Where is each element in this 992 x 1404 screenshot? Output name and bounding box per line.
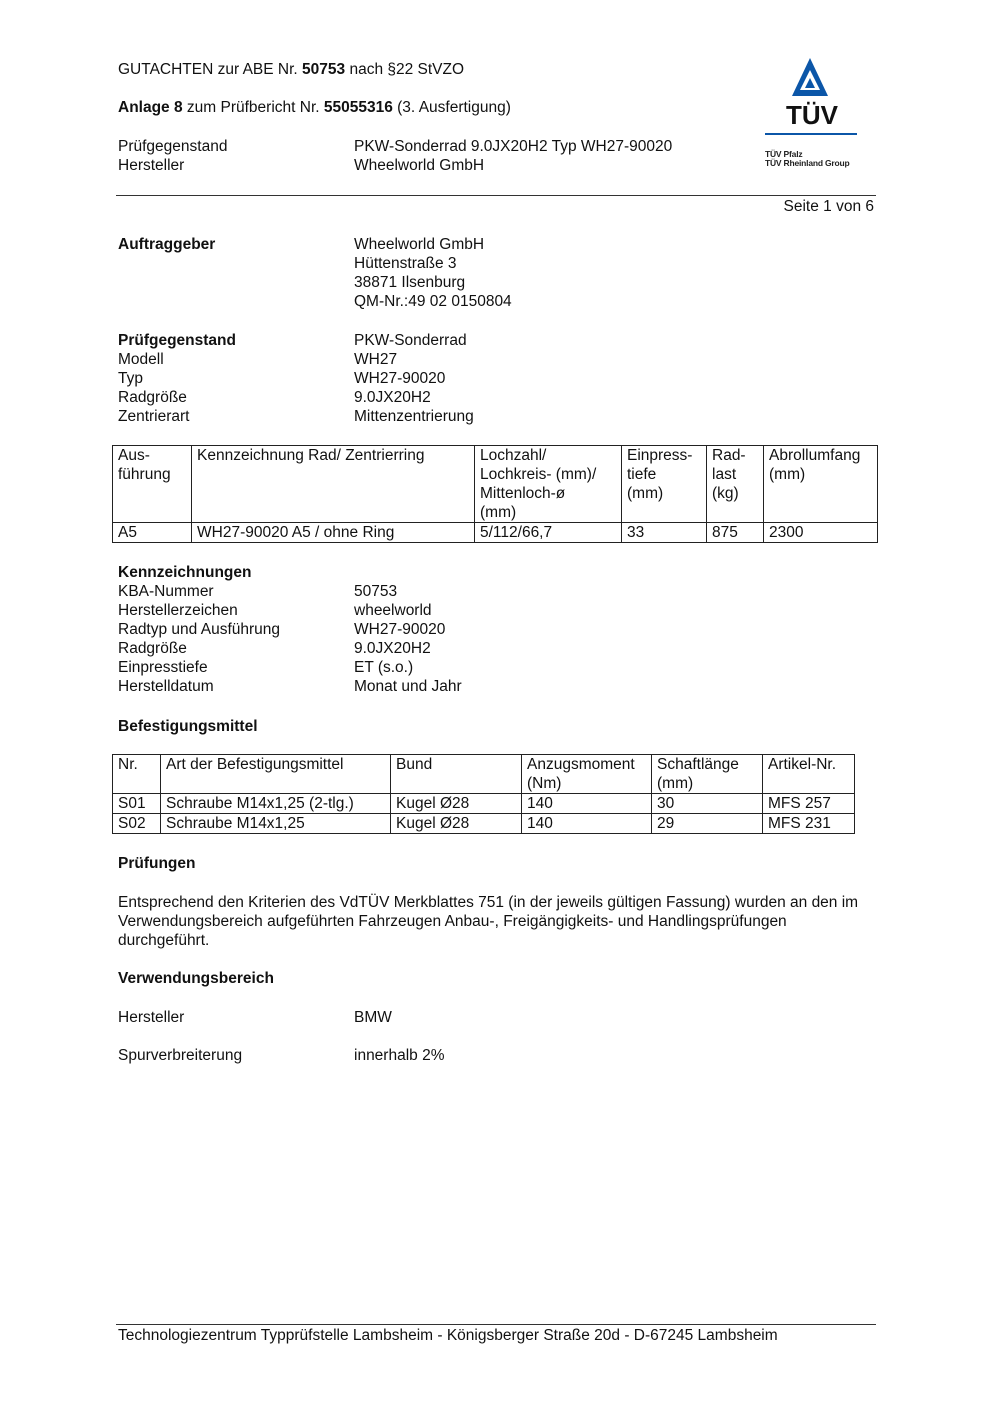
header-details <box>118 137 672 175</box>
auftraggeber-row <box>118 254 512 273</box>
pruefgegenstand-value: WH27 <box>354 351 398 368</box>
auftraggeber-line: Wheelworld GmbH <box>354 236 485 253</box>
kennzeichnung-row <box>118 620 462 639</box>
auftraggeber-section <box>118 235 512 311</box>
wheel-cell: 875 <box>707 523 764 543</box>
anlage-line <box>118 98 511 117</box>
kennzeichnung-row <box>118 582 462 601</box>
befestigung-cell: Kugel Ø28 <box>391 814 522 834</box>
abe-title-suffix: nach §22 StVZO <box>345 61 465 78</box>
header-divider <box>116 195 876 196</box>
verwendung-row <box>118 1008 392 1027</box>
header-label: Hersteller <box>118 157 185 174</box>
wheel-cell: 33 <box>622 523 707 543</box>
footer-divider <box>116 1324 876 1325</box>
kennzeichnung-value: 50753 <box>354 583 398 600</box>
verwendungsbereich-title: Verwendungsbereich <box>118 970 274 987</box>
befestigung-cell: S01 <box>113 794 161 814</box>
kennzeichnung-label: Radtyp und Ausführung <box>118 621 281 638</box>
befestigung-header-cell: Bund <box>391 755 522 794</box>
wheel-header-cell: Abrollumfang (mm) <box>764 446 878 523</box>
pruefgegenstand-section <box>118 331 474 426</box>
footer-text: Technologiezentrum Typprüfstelle Lambsheim - Königsberger Straße 20d - D-67245 Lambsheim <box>118 1327 778 1344</box>
kennzeichnung-label: Radgröße <box>118 640 187 657</box>
pruefgegenstand-label: Zentrierart <box>118 408 190 425</box>
kennzeichnungen-title: Kennzeichnungen <box>118 564 252 581</box>
auftraggeber-line: QM-Nr.:49 02 0150804 <box>354 293 512 310</box>
kennzeichnung-label: Herstellerzeichen <box>118 602 238 619</box>
header-label: Prüfgegenstand <box>118 138 228 155</box>
wheel-header-cell: Rad- last (kg) <box>707 446 764 523</box>
kennzeichnung-value: 9.0JX20H2 <box>354 640 431 657</box>
wheel-table <box>112 445 878 543</box>
pruefgegenstand-label: Radgröße <box>118 389 187 406</box>
befestigung-cell: 140 <box>522 794 652 814</box>
pruefgegenstand-value: Mittenzentrierung <box>354 408 474 425</box>
pruefungen-text: Entsprechend den Kriterien des VdTÜV Merkblattes 751 (in der jeweils gültigen Fassung) wurden an den im Verwendungsbereich aufgeführten Fahrzeugen Anbau-, Freigängigkeits- und Handlingsprüfungen durchgeführt. <box>118 894 859 949</box>
auftraggeber-row <box>118 292 512 311</box>
kennzeichnung-row <box>118 601 462 620</box>
befestigung-cell: MFS 257 <box>763 794 855 814</box>
wheel-header-cell: Aus- führung <box>113 446 192 523</box>
kennzeichnungen-list <box>118 582 462 696</box>
tuv-group-text: TÜV Rheinland Group <box>765 158 850 168</box>
kennzeichnung-value: WH27-90020 <box>354 621 446 638</box>
verwendung-hersteller-row <box>118 1008 392 1027</box>
befestigung-header-cell: Anzugsmoment (Nm) <box>522 755 652 794</box>
abe-title <box>118 60 464 79</box>
anlage-label: Anlage 8 <box>118 99 183 116</box>
kennzeichnung-label: KBA-Nummer <box>118 583 214 600</box>
wheel-header-cell: Kennzeichnung Rad/ Zentrierring <box>192 446 475 523</box>
kennzeichnung-row <box>118 658 462 677</box>
kennzeichnung-value: ET (s.o.) <box>354 659 414 676</box>
befestigung-cell: Schraube M14x1,25 (2-tlg.) <box>161 794 391 814</box>
befestigung-cell: S02 <box>113 814 161 834</box>
tuv-logo <box>762 56 862 176</box>
table-row <box>113 794 855 814</box>
wheel-cell: A5 <box>113 523 192 543</box>
kennzeichnung-label: Einpresstiefe <box>118 659 208 676</box>
header-row <box>118 156 672 175</box>
pruefgegenstand-label: Modell <box>118 351 164 368</box>
pruefgegenstand-label: Typ <box>118 370 143 387</box>
kennzeichnung-row <box>118 639 462 658</box>
wheel-cell: WH27-90020 A5 / ohne Ring <box>192 523 475 543</box>
table-row <box>113 814 855 834</box>
verwendung-hersteller-label: Hersteller <box>118 1009 185 1026</box>
header-value: PKW-Sonderrad 9.0JX20H2 Typ WH27-90020 <box>354 138 673 155</box>
kennzeichnung-value: wheelworld <box>354 602 432 619</box>
table-row <box>113 523 878 543</box>
befestigung-header-cell: Art der Befestigungsmittel <box>161 755 391 794</box>
auftraggeber-row <box>118 235 512 254</box>
pruefgegenstand-label: Prüfgegenstand <box>118 332 236 349</box>
pruefgegenstand-value: WH27-90020 <box>354 370 446 387</box>
verwendung-row <box>118 1046 444 1065</box>
befestigung-title: Befestigungsmittel <box>118 718 258 735</box>
befestigung-header-row <box>113 755 855 794</box>
pruefgegenstand-row <box>118 331 474 350</box>
verwendung-hersteller-value: BMW <box>354 1009 392 1026</box>
befestigung-header-cell: Schaftlänge (mm) <box>652 755 763 794</box>
befestigung-cell: 140 <box>522 814 652 834</box>
auftraggeber-label: Auftraggeber <box>118 236 216 253</box>
wheel-cell: 5/112/66,7 <box>475 523 622 543</box>
befestigung-cell: 30 <box>652 794 763 814</box>
pruefgegenstand-row <box>118 350 474 369</box>
anlage-text: zum Prüfbericht Nr. <box>182 99 324 116</box>
pruefgegenstand-value: 9.0JX20H2 <box>354 389 431 406</box>
auftraggeber-row <box>118 273 512 292</box>
abe-number: 50753 <box>302 61 346 78</box>
wheel-header-cell: Einpress- tiefe (mm) <box>622 446 707 523</box>
pruefgegenstand-row <box>118 407 474 426</box>
befestigung-cell: Kugel Ø28 <box>391 794 522 814</box>
verwendung-spur-value: innerhalb 2% <box>354 1047 445 1064</box>
verwendung-spur-row <box>118 1046 444 1065</box>
pruefgegenstand-row <box>118 369 474 388</box>
befestigung-cell: MFS 231 <box>763 814 855 834</box>
wheel-header-cell: Lochzahl/ Lochkreis- (mm)/ Mittenloch-ø (mm) <box>475 446 622 523</box>
kennzeichnung-value: Monat und Jahr <box>354 678 462 695</box>
ausfertigung-text: (3. Ausfertigung) <box>392 99 511 116</box>
pruefungen-title: Prüfungen <box>118 855 196 872</box>
auftraggeber-line: 38871 Ilsenburg <box>354 274 466 291</box>
verwendung-spur-label: Spurverbreiterung <box>118 1047 243 1064</box>
befestigung-table <box>112 754 855 834</box>
header-value: Wheelworld GmbH <box>354 157 485 174</box>
page-number: Seite 1 von 6 <box>783 198 874 215</box>
befestigung-cell: 29 <box>652 814 763 834</box>
wheel-cell: 2300 <box>764 523 878 543</box>
befestigung-header-cell: Artikel-Nr. <box>763 755 855 794</box>
tuv-pfalz-text: TÜV Pfalz <box>765 149 803 159</box>
pruefbericht-number: 55055316 <box>323 99 393 116</box>
wheel-table-header-row <box>113 446 878 523</box>
abe-title-prefix: GUTACHTEN zur ABE Nr. <box>118 61 303 78</box>
pruefgegenstand-row <box>118 388 474 407</box>
kennzeichnung-row <box>118 677 462 696</box>
tuv-logo-text: TÜV <box>786 100 838 130</box>
auftraggeber-line: Hüttenstraße 3 <box>354 255 457 272</box>
befestigung-cell: Schraube M14x1,25 <box>161 814 391 834</box>
befestigung-header-cell: Nr. <box>113 755 161 794</box>
kennzeichnung-label: Herstelldatum <box>118 678 214 695</box>
pruefgegenstand-value: PKW-Sonderrad <box>354 332 467 349</box>
header-row <box>118 137 672 156</box>
